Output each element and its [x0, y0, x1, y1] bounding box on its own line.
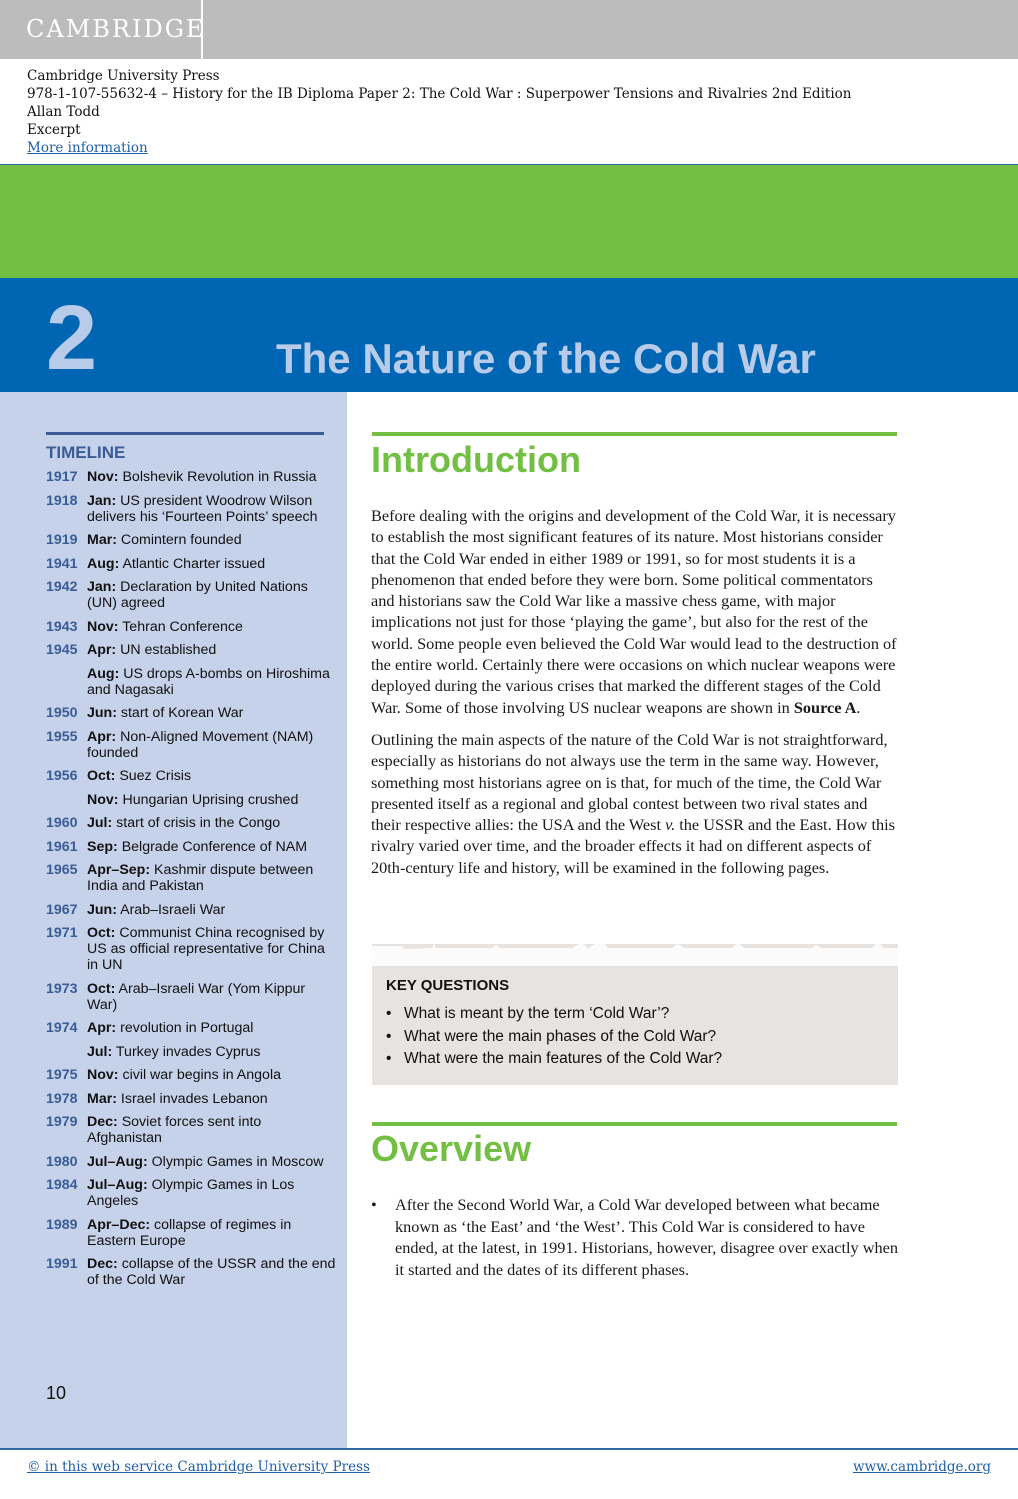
timeline-year: 1919	[46, 532, 78, 548]
timeline-entry	[46, 1154, 336, 1170]
timeline-event: Apr: Non-Aligned Movement (NAM) founded	[87, 728, 314, 761]
timeline-entry	[46, 862, 336, 894]
timeline-month: Oct:	[87, 980, 116, 997]
timeline-month: Dec:	[87, 1256, 118, 1272]
timeline-entry	[46, 729, 336, 761]
top-banner	[0, 0, 1018, 59]
timeline-event: Apr: revolution in Portugal	[87, 1020, 254, 1036]
timeline-month: Jan:	[87, 579, 117, 595]
timeline-year: 1943	[46, 618, 78, 635]
introduction-paragraph: Outlining the main aspects of the nature of the Cold War is not straightforward, especially as historians do not always use the term in the same way. However, something most historians agree on is that, for much of the time, the Cold War presented itself as a regional and global contest between two rival states and their respective allies: the USA and the West v. the USSR and the East. How this rivalry varied over time, and the broader effects it had on different aspects of 20th-century life and history, will be examined in the following pages.	[371, 729, 895, 877]
introduction-heading: Introduction	[371, 439, 581, 480]
timeline-year: 1941	[46, 555, 78, 572]
timeline-entry	[46, 1067, 336, 1083]
chapter-banner-green	[0, 165, 1018, 278]
timeline-event: Apr–Sep: Kashmir dispute between India and Pakistan	[87, 862, 314, 894]
timeline-month: Jul–Aug:	[87, 1153, 148, 1170]
timeline-event: Jul: start of crisis in the Congo	[87, 815, 281, 831]
timeline-year: 1918	[46, 492, 78, 509]
timeline-entry	[46, 1091, 336, 1107]
timeline-event: Mar: Israel invades Lebanon	[87, 1090, 268, 1107]
timeline-entry	[46, 1217, 336, 1249]
timeline-month: Jul:	[87, 1043, 113, 1060]
timeline-year: 1965	[46, 862, 78, 878]
timeline-month: Aug:	[87, 665, 120, 682]
skyline-decoration	[372, 940, 898, 966]
timeline-entry	[46, 556, 336, 572]
timeline-year: 1960	[46, 815, 78, 831]
timeline-event: Jul–Aug: Olympic Games in Moscow	[87, 1153, 324, 1170]
timeline-year: 1974	[46, 1020, 78, 1036]
timeline-event: Jan: US president Woodrow Wilson delivers his ‘Fourteen Points’ speech	[87, 492, 318, 525]
timeline-event: Jun: start of Korean War	[87, 705, 244, 721]
isbn-title: 978-1-107-55632-4 – History for the IB Diploma Paper 2: The Cold War : Superpower Tensions and Rivalries 2nd Edition	[27, 86, 852, 102]
timeline-event: Dec: Soviet forces sent into Afghanistan	[87, 1114, 262, 1146]
timeline-year: 1945	[46, 642, 78, 658]
timeline-year: 1979	[46, 1114, 78, 1130]
timeline-entry	[46, 1114, 336, 1146]
source-a-reference: Source A	[793, 697, 857, 717]
timeline-entry	[46, 532, 336, 548]
timeline-event: Nov: Tehran Conference	[87, 618, 243, 635]
timeline-event: Apr–Dec: collapse of regimes in Eastern Europe	[87, 1216, 292, 1249]
timeline-entry	[46, 1256, 336, 1288]
timeline-heading: TIMELINE	[46, 443, 126, 462]
timeline-year: 1942	[46, 579, 78, 595]
timeline-month: Mar:	[87, 1090, 117, 1107]
timeline-entry	[46, 925, 336, 973]
timeline-month: Oct:	[87, 925, 116, 941]
key-question: • What is meant by the term ‘Cold War’?	[386, 1005, 670, 1022]
timeline-entry	[46, 815, 336, 831]
key-questions-title: KEY QUESTIONS	[386, 977, 510, 994]
timeline-month: Nov:	[87, 1067, 119, 1083]
overview-rule	[372, 1122, 897, 1126]
timeline-month: Apr–Sep:	[87, 862, 151, 878]
cambridge-website-link[interactable]: www.cambridge.org	[853, 1459, 991, 1475]
timeline-entry	[46, 1044, 336, 1060]
timeline-entry	[46, 493, 336, 525]
timeline-event: Aug: Atlantic Charter issued	[87, 555, 266, 572]
timeline-month: Jul:	[87, 815, 113, 831]
key-questions-list	[386, 1003, 722, 1071]
timeline-event: Nov: Hungarian Uprising crushed	[87, 791, 299, 808]
introduction-rule	[372, 432, 897, 436]
timeline-month: Apr–Dec:	[87, 1216, 151, 1233]
timeline-year: 1975	[46, 1067, 78, 1083]
timeline-event: Oct: Communist China recognised by US as official representative for China in UN	[87, 925, 325, 973]
key-questions-box	[372, 944, 898, 1085]
timeline-year	[46, 666, 87, 698]
cambridge-logo[interactable]: CAMBRIDGE	[0, 0, 203, 59]
timeline-event: Apr: UN established	[87, 642, 217, 658]
timeline-year: 1917	[46, 469, 78, 485]
timeline-year: 1967	[46, 901, 78, 918]
timeline-event: Oct: Arab–Israeli War (Yom Kippur War)	[87, 980, 306, 1013]
introduction-paragraph: Before dealing with the origins and development of the Cold War, it is necessary to establish the most significant features of its nature. Most historians consider that the Cold War ended in either 1989 or 1991, so for most students it is a phenomenon that ended before they were born. Some political commentators and historians saw the Cold War like a massive chess game, with major implications not just for those ‘playing the game’, but also for the rest of the world. Some people even believed the Cold War would lead to the destruction of the entire world. Certainly there were occasions on which nuclear weapons were deployed during the various crises that marked the different stages of the Cold War. Some of those involving US nuclear weapons are shown in Source A.	[371, 506, 897, 717]
timeline-event: Aug: US drops A-bombs on Hiroshima and Nagasaki	[87, 665, 330, 698]
introduction-body	[371, 505, 899, 878]
timeline-month: Apr:	[87, 642, 117, 658]
timeline-year: 1956	[46, 768, 78, 784]
key-question: • What were the main phases of the Cold War?	[386, 1027, 717, 1045]
timeline-year: 1961	[46, 838, 78, 855]
timeline-year: 1991	[46, 1256, 78, 1272]
timeline-month: Dec:	[87, 1114, 118, 1130]
excerpt-label: Excerpt	[27, 122, 81, 138]
timeline-event: Dec: collapse of the USSR and the end of the Cold War	[87, 1256, 336, 1288]
timeline-entry	[46, 792, 336, 808]
timeline-month: Sep:	[87, 838, 118, 855]
more-information-link[interactable]: More information	[27, 140, 148, 156]
timeline-entry	[46, 981, 336, 1013]
timeline-month: Mar:	[87, 532, 117, 548]
timeline-month: Nov:	[87, 469, 119, 485]
timeline-entry	[46, 666, 336, 698]
timeline-month: Aug:	[87, 555, 120, 572]
chapter-title: The Nature of the Cold War	[276, 335, 816, 382]
timeline-month: Oct:	[87, 768, 116, 784]
timeline-entry	[46, 902, 336, 918]
timeline-month: Apr:	[87, 1020, 117, 1036]
timeline-event: Nov: Bolshevik Revolution in Russia	[87, 469, 317, 485]
chapter-number: 2	[46, 287, 98, 389]
overview-list	[371, 1194, 899, 1280]
timeline-entry	[46, 768, 336, 784]
timeline-year	[46, 1044, 87, 1060]
timeline-event: Jun: Arab–Israeli War	[87, 901, 226, 918]
copyright-link[interactable]: © in this web service Cambridge University Press	[27, 1459, 370, 1475]
timeline-entry	[46, 619, 336, 635]
timeline-month: Nov:	[87, 791, 119, 808]
timeline-entry	[46, 642, 336, 658]
timeline-list	[46, 469, 336, 1296]
timeline-entry	[46, 839, 336, 855]
timeline-rule	[46, 432, 324, 435]
timeline-year: 1955	[46, 728, 78, 745]
timeline-entry	[46, 1020, 336, 1036]
timeline-year: 1973	[46, 980, 78, 997]
timeline-month: Nov:	[87, 618, 119, 635]
page-number: 10	[46, 1383, 67, 1403]
timeline-event: Sep: Belgrade Conference of NAM	[87, 838, 308, 855]
key-question: • What were the main features of the Cold War?	[386, 1050, 723, 1067]
timeline-entry	[46, 579, 336, 611]
timeline-year: 1989	[46, 1216, 78, 1233]
timeline-month: Jul–Aug:	[87, 1177, 148, 1193]
overview-heading: Overview	[371, 1128, 532, 1169]
timeline-month: Apr:	[87, 728, 117, 745]
timeline-entry	[46, 469, 336, 485]
publisher: Cambridge University Press	[27, 68, 220, 84]
timeline-event: Oct: Suez Crisis	[87, 768, 192, 784]
timeline-entry	[46, 705, 336, 721]
timeline-year: 1971	[46, 925, 78, 941]
timeline-month: Jun:	[87, 705, 117, 721]
timeline-entry	[46, 1177, 336, 1209]
timeline-month: Jan:	[87, 492, 117, 509]
timeline-year: 1980	[46, 1153, 78, 1170]
author: Allan Todd	[27, 104, 100, 120]
overview-item: • After the Second World War, a Cold War developed between what became known as ‘the East’ and ‘the West’. This Cold War is considered to have ended, at the latest, in 1991. Historians, however, disagree over exactly when it started and the dates of its different phases.	[371, 1195, 899, 1279]
timeline-year	[46, 792, 87, 808]
book-metadata	[27, 67, 851, 157]
timeline-event: Jul: Turkey invades Cyprus	[87, 1043, 261, 1060]
timeline-event: Jan: Declaration by United Nations (UN) agreed	[87, 579, 308, 611]
timeline-year: 1950	[46, 705, 78, 721]
timeline-event: Nov: civil war begins in Angola	[87, 1067, 281, 1083]
timeline-event: Mar: Comintern founded	[87, 532, 242, 548]
footer-divider	[0, 1448, 1018, 1450]
timeline-year: 1978	[46, 1090, 78, 1107]
timeline-event: Jul–Aug: Olympic Games in Los Angeles	[87, 1177, 295, 1209]
timeline-year: 1984	[46, 1177, 78, 1193]
timeline-month: Jun:	[87, 901, 117, 918]
